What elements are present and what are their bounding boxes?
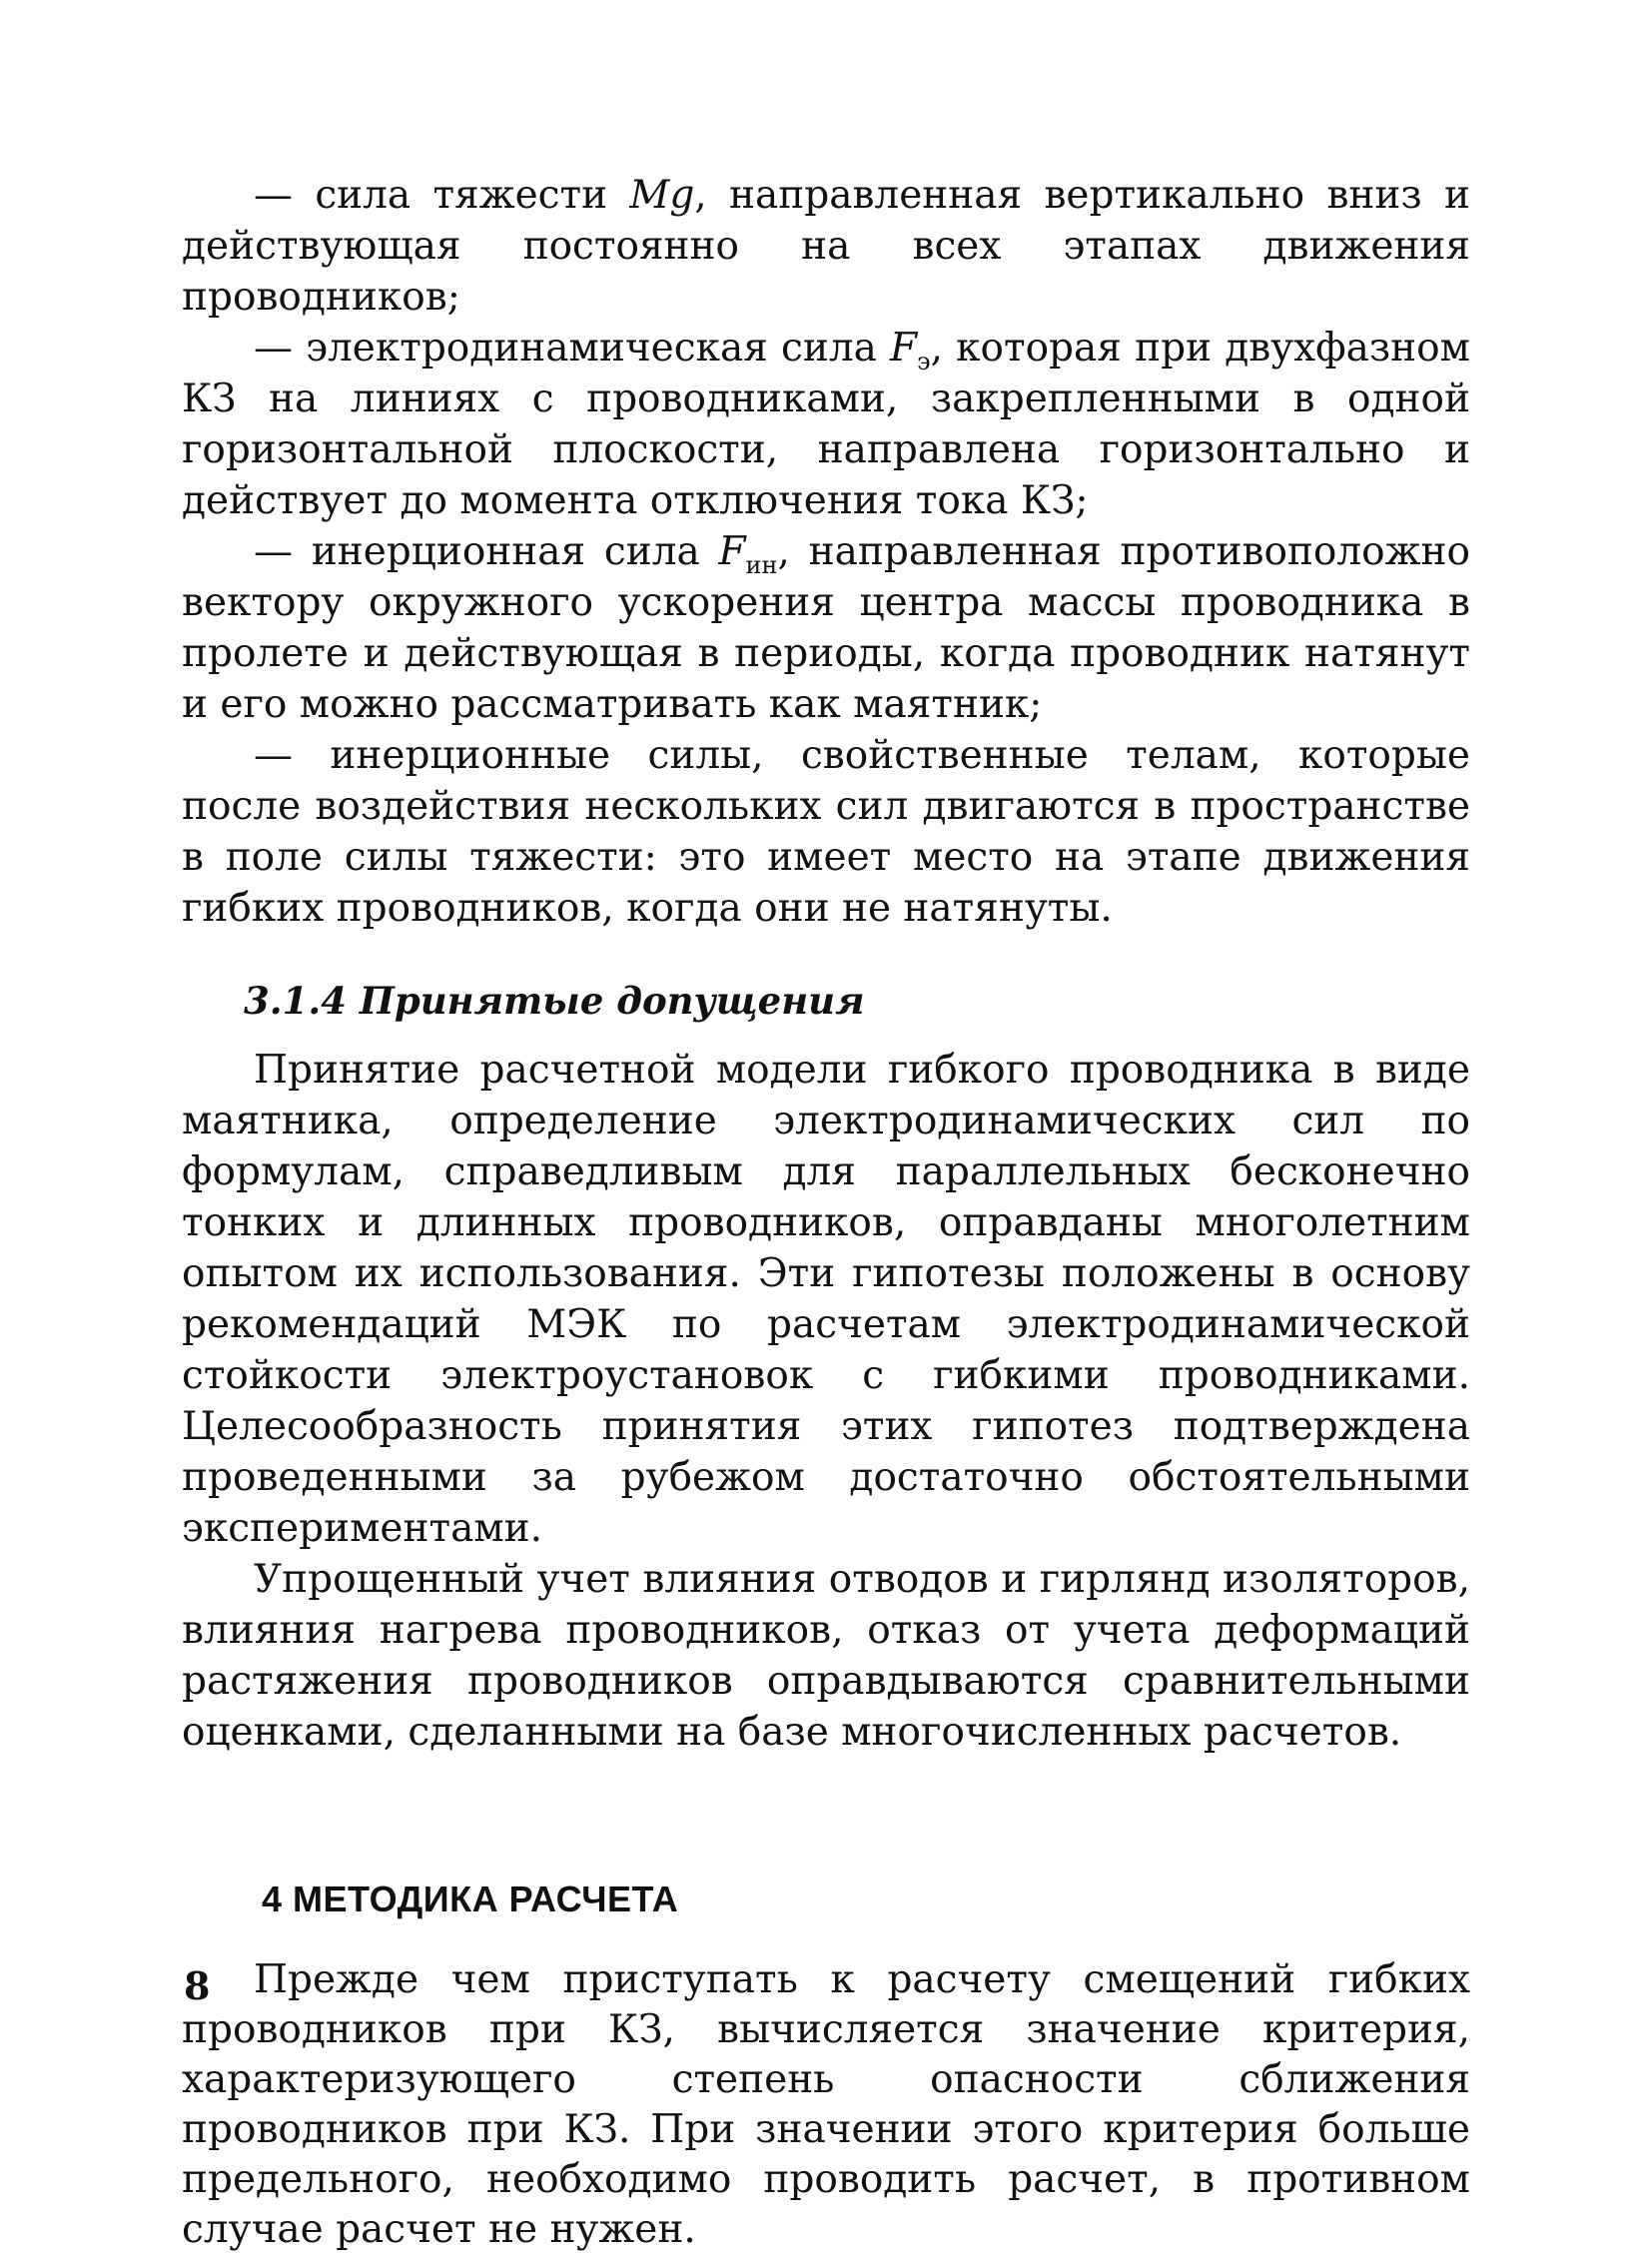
calculation-method-section	[182, 1955, 1470, 2255]
electrodynamic-force-item	[182, 323, 1470, 526]
document-page	[182, 170, 1470, 2255]
section-title: 4 МЕТОДИКА РАСЧЕТА	[262, 1879, 679, 1919]
electrodynamic-subscript: э	[917, 347, 931, 376]
inertial-symbol: F	[718, 529, 746, 574]
forces-list	[182, 170, 1470, 934]
electrodynamic-prefix: — электродинамическая сила	[254, 326, 891, 371]
inertial-prefix: — инерционная сила	[254, 529, 719, 574]
electrodynamic-symbol: F	[890, 326, 918, 371]
assumptions-paragraph-2: Упрощенный учет влияния отводов и гирлянд изоляторов, влияния нагрева проводников, отказ от учета деформаций растяжения проводников оправдываются сравнительными оценками, сделанными на базе многочисленных расчетов.	[182, 1557, 1470, 1755]
inertial-subscript: ин	[745, 550, 778, 579]
subsection-title: 3.1.4 Принятые допущения	[244, 979, 865, 1023]
assumptions-section	[182, 1045, 1470, 1758]
gravity-prefix: — сила тяжести	[254, 173, 630, 218]
electrodynamic-description: , которая при двухфазном КЗ на линиях с проводниками, закрепленными в одной горизонтальной плоскости, направлена горизонтально и действует до момента отключения тока КЗ;	[182, 326, 1470, 523]
page-number: 8	[184, 1963, 211, 2008]
gravity-description: , направленная вертикально вниз и действующая постоянно на всех этапах движения проводников;	[182, 173, 1470, 320]
inertial-description: , направленная противоположно вектору окружного ускорения центра массы проводника в пролете и действующая в периоды, когда проводник натянут и его можно рассматривать как маятник;	[182, 529, 1471, 727]
gravity-symbol: Mg	[629, 173, 695, 218]
calculation-method-paragraph: Прежде чем приступать к расчету смещений гибких проводников при КЗ, вычисляется значение критерия, характеризующего степень опасности сближения проводников при КЗ. При значении этого критерия больше предельного, необходимо проводить расчет, в противном случае расчет не нужен.	[182, 1957, 1470, 2252]
inertial-force-item	[182, 526, 1470, 730]
inertial-bodies-item: — инерционные силы, свойственные телам, которые после воздействия нескольких сил двигаются в пространстве в поле силы тяжести: это имеет место на этапе движения гибких проводников, когда они не натянуты.	[182, 733, 1470, 931]
gravity-force-item	[182, 170, 1470, 323]
assumptions-paragraph-1: Принятие расчетной модели гибкого проводника в виде маятника, определение электродинамических сил по формулам, справедливым для параллельных бесконечно тонких и длинных проводников, оправданы многолетним опытом их использования. Эти гипотезы положены в основу рекомендаций МЭК по расчетам электродинамической стойкости электроустановок с гибкими проводниками. Целесообразность принятия этих гипотез подтверждена проведенными за рубежом достаточно обстоятельными экспериментами.	[182, 1048, 1470, 1551]
